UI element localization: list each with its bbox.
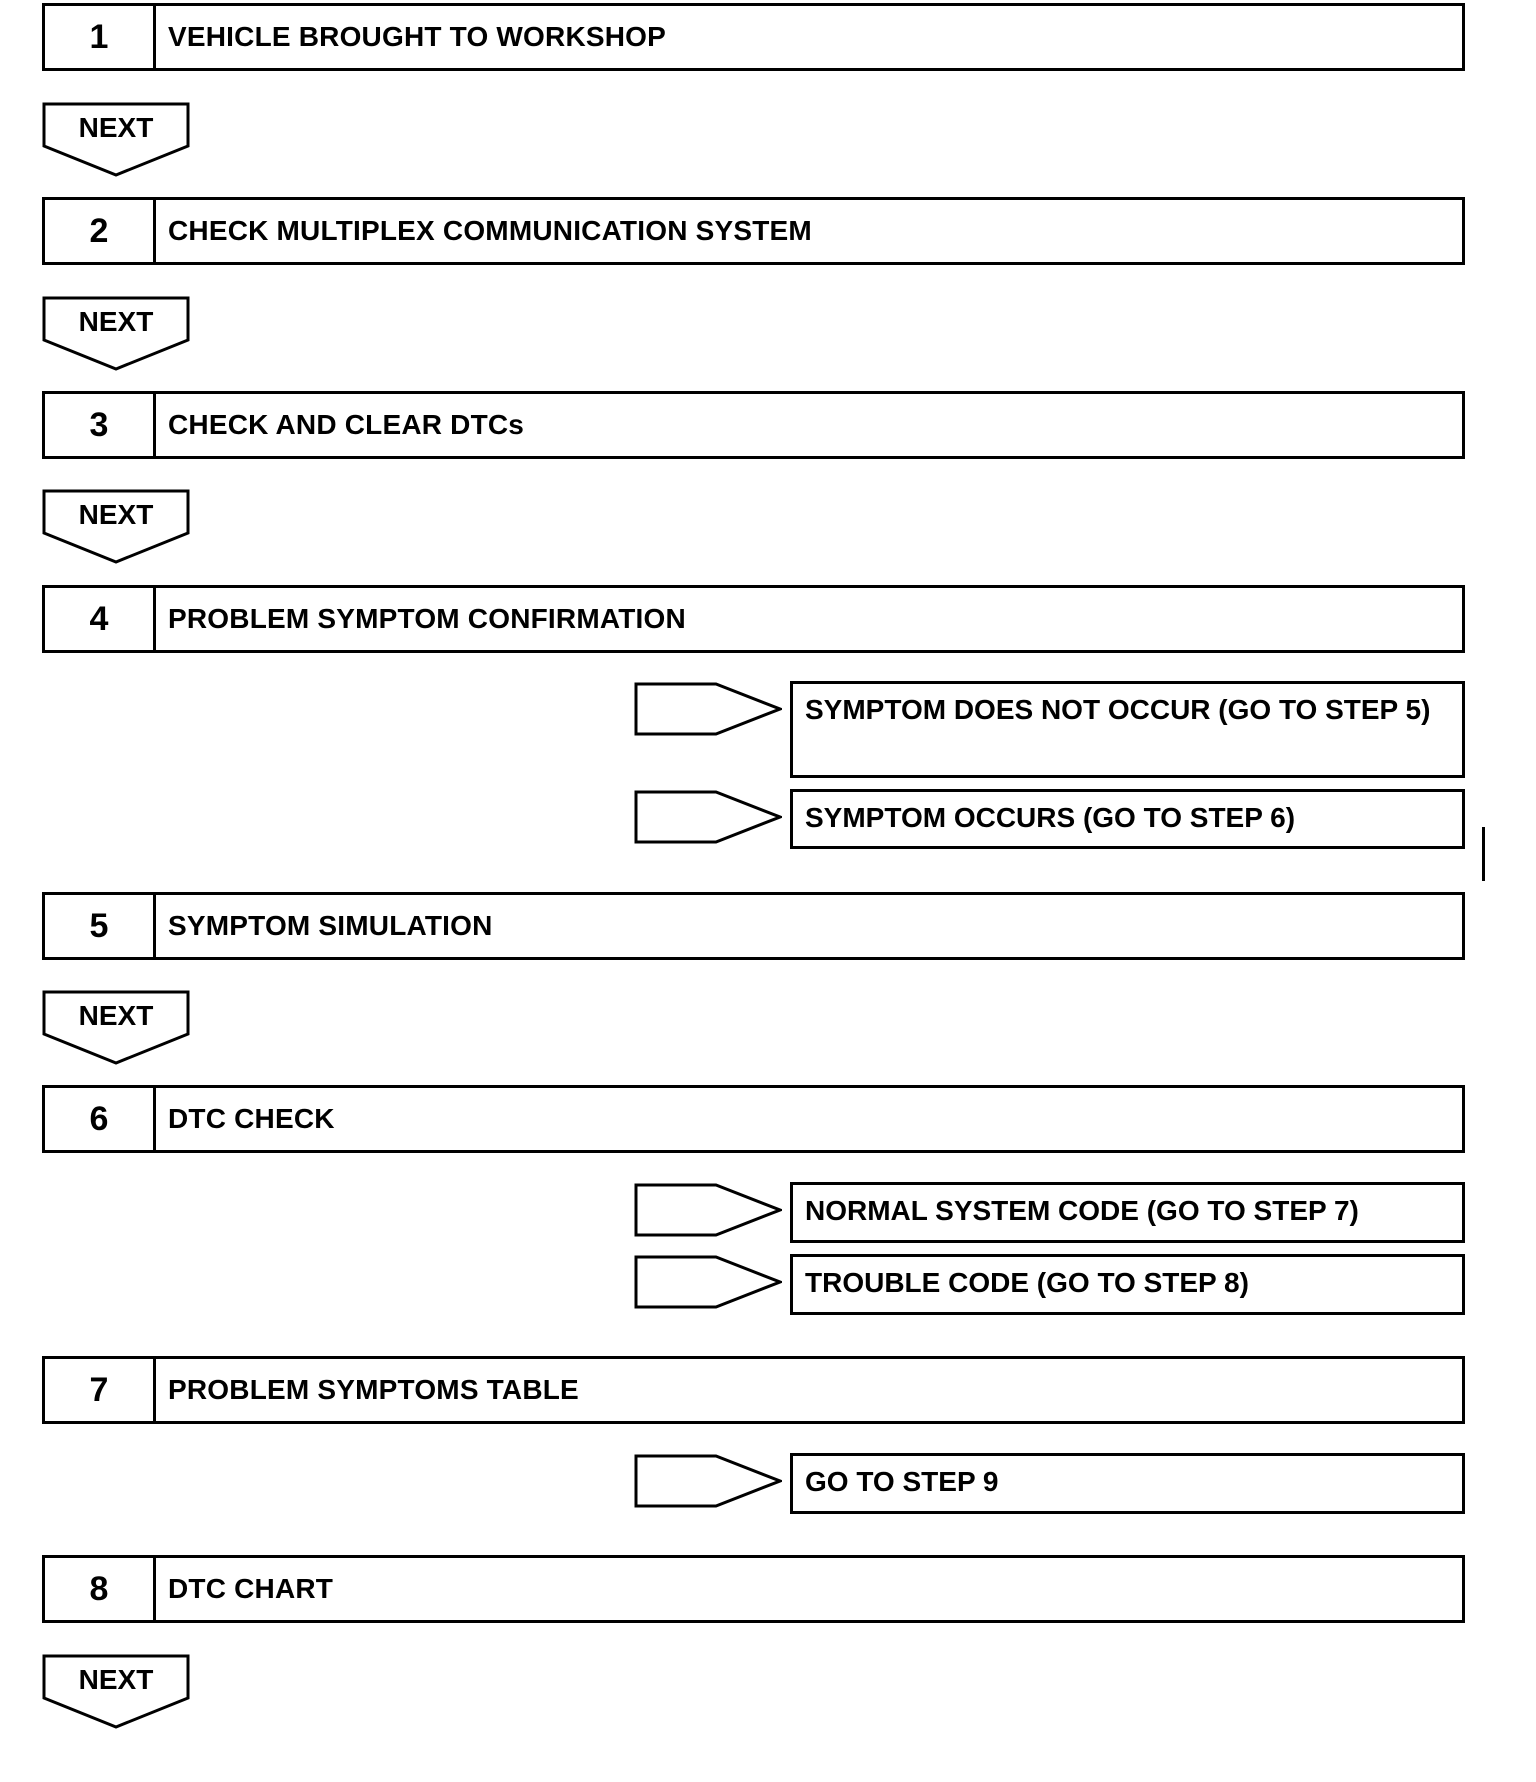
branch-arrow-step7-a [634,1452,782,1510]
right-arrow-icon [634,1181,782,1239]
step-title: PROBLEM SYMPTOMS TABLE [168,1374,579,1405]
right-arrow-icon [634,788,782,846]
next-arrow-1 [42,102,190,178]
step-1-box [42,3,1465,71]
step-title: PROBLEM SYMPTOM CONFIRMATION [168,603,686,634]
next-label: NEXT [78,112,154,143]
step-number: 4 [45,588,156,650]
step-6-box [42,1085,1465,1153]
next-label: NEXT [78,499,154,530]
next-arrow-5 [42,990,190,1066]
step-number: 8 [45,1558,156,1620]
step-title: CHECK MULTIPLEX COMMUNICATION SYSTEM [168,215,812,246]
right-arrow-icon [634,680,782,738]
step-2-box [42,197,1465,265]
step-title: DTC CHART [168,1573,334,1604]
step-4-box [42,585,1465,653]
step-number: 5 [45,895,156,957]
branch-arrow-step6-a [634,1181,782,1239]
branch-arrow-step4-b [634,788,782,846]
step-3-box [42,391,1465,459]
next-arrow-3 [42,489,190,565]
branch-arrow-step4-a [634,680,782,738]
next-label: NEXT [78,1000,154,1031]
next-arrow-2 [42,296,190,372]
result-box-step6-a: NORMAL SYSTEM CODE (GO TO STEP 7) [790,1182,1465,1243]
step-number: 7 [45,1359,156,1421]
step-title: VEHICLE BROUGHT TO WORKSHOP [168,21,667,52]
right-arrow-icon [634,1452,782,1510]
step-number: 1 [45,6,156,68]
step-title: DTC CHECK [168,1103,335,1134]
text-cursor-mark [1482,827,1485,881]
next-label: NEXT [78,306,154,337]
step-title: CHECK AND CLEAR DTCs [168,409,525,440]
branch-arrow-step6-b [634,1253,782,1311]
step-8-box [42,1555,1465,1623]
step-7-box [42,1356,1465,1424]
result-box-step6-b: TROUBLE CODE (GO TO STEP 8) [790,1254,1465,1315]
step-title: SYMPTOM SIMULATION [168,910,493,941]
result-box-step7-a: GO TO STEP 9 [790,1453,1465,1514]
result-box-step4-a: SYMPTOM DOES NOT OCCUR (GO TO STEP 5) [790,681,1465,778]
step-number: 3 [45,394,156,456]
right-arrow-icon [634,1253,782,1311]
next-label: NEXT [78,1664,154,1695]
step-5-box [42,892,1465,960]
result-box-step4-b: SYMPTOM OCCURS (GO TO STEP 6) [790,789,1465,849]
step-number: 6 [45,1088,156,1150]
step-number: 2 [45,200,156,262]
next-arrow-8 [42,1654,190,1730]
